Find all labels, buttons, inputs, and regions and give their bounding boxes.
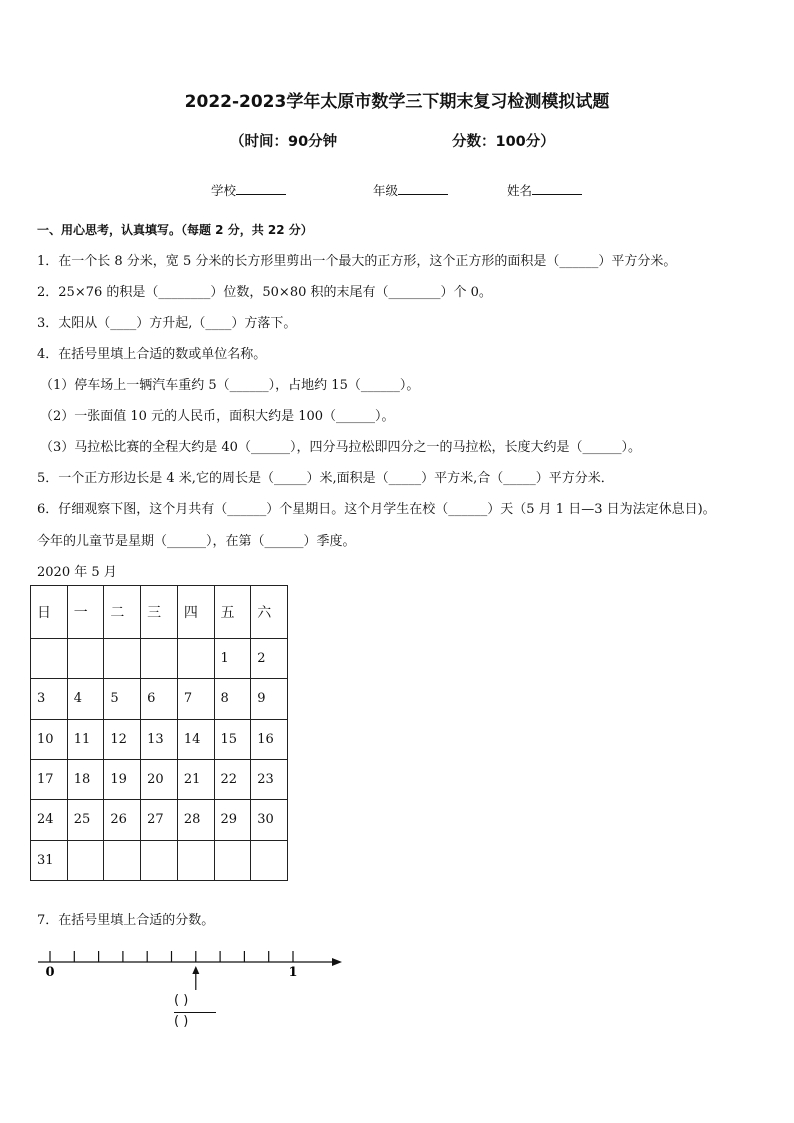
section-heading: 一、用心思考，认真填写。（每题 2 分，共 22 分） — [37, 223, 313, 237]
question-6-cont: 今年的儿童节是星期（______），在第（______）季度。 — [37, 534, 356, 549]
calendar-day-cell — [141, 638, 178, 678]
calendar-day-cell: 8 — [214, 679, 251, 719]
grade-field — [373, 181, 448, 199]
question-4-1: （1）停车场上一辆汽车重约 5（______），占地约 15（______）。 — [40, 378, 420, 393]
calendar-day-cell: 26 — [104, 800, 141, 840]
question-1: 1．在一个长 8 分米，宽 5 分米的长方形里剪出一个最大的正方形，这个正方形的面积是（______）平方分米。 — [37, 254, 677, 269]
calendar-day-cell: 7 — [177, 679, 214, 719]
fraction-denominator[interactable]: ( ) — [174, 1014, 189, 1029]
up-arrow-icon — [192, 966, 199, 974]
page-title: 2022-2023学年太原市数学三下期末复习检测模拟试题 — [184, 92, 610, 112]
calendar-day-cell: 10 — [31, 719, 68, 759]
question-6: 6．仔细观察下图，这个月共有（______）个星期日。这个月学生在校（______）天（5 月 1 日—3 日为法定休息日)。 — [37, 502, 716, 517]
fraction-numerator[interactable]: ( ) — [174, 993, 189, 1008]
weekday-header: 三 — [141, 586, 178, 639]
weekday-header: 一 — [67, 586, 104, 639]
calendar-week-row — [31, 719, 288, 759]
calendar-day-cell: 19 — [104, 759, 141, 799]
calendar-day-cell: 18 — [67, 759, 104, 799]
calendar-day-cell: 20 — [141, 759, 178, 799]
fraction-bar — [174, 1012, 216, 1013]
calendar-day-cell: 13 — [141, 719, 178, 759]
grade-blank[interactable] — [398, 182, 448, 195]
calendar-day-cell: 28 — [177, 800, 214, 840]
calendar-day-cell: 27 — [141, 800, 178, 840]
exam-time: （时间：90分钟 — [230, 134, 338, 150]
calendar-day-cell — [177, 638, 214, 678]
question-4-3: （3）马拉松比赛的全程大约是 40（______），四分马拉松即四分之一的马拉松，长度大约是（______）。 — [40, 440, 641, 455]
calendar-day-cell: 4 — [67, 679, 104, 719]
calendar-day-cell: 23 — [251, 759, 288, 799]
calendar-day-cell: 11 — [67, 719, 104, 759]
calendar-week-row — [31, 759, 288, 799]
calendar-table — [30, 585, 288, 881]
calendar-day-cell: 6 — [141, 679, 178, 719]
calendar-day-cell: 2 — [251, 638, 288, 678]
grade-label: 年级 — [373, 183, 399, 198]
weekday-header: 日 — [31, 586, 68, 639]
calendar-day-cell: 30 — [251, 800, 288, 840]
school-field — [211, 181, 286, 199]
name-label: 姓名 — [507, 183, 533, 198]
calendar-day-cell: 29 — [214, 800, 251, 840]
calendar-week-row — [31, 800, 288, 840]
calendar-day-cell: 21 — [177, 759, 214, 799]
question-7: 7．在括号里填上合适的分数。 — [37, 913, 215, 928]
calendar-day-cell — [214, 840, 251, 880]
tick-label-start: 0 — [45, 965, 55, 980]
exam-score: 分数：100分） — [452, 134, 555, 150]
number-line — [36, 938, 346, 1038]
calendar-day-cell: 16 — [251, 719, 288, 759]
calendar-day-cell: 22 — [214, 759, 251, 799]
weekday-header: 四 — [177, 586, 214, 639]
name-blank[interactable] — [532, 182, 582, 195]
calendar-day-cell: 12 — [104, 719, 141, 759]
calendar-day-cell: 14 — [177, 719, 214, 759]
calendar-day-cell: 9 — [251, 679, 288, 719]
calendar-week-row — [31, 679, 288, 719]
tick-label-end: 1 — [288, 965, 298, 980]
calendar-caption: 2020 年 5 月 — [37, 565, 117, 580]
calendar-day-cell — [67, 638, 104, 678]
question-4: 4．在括号里填上合适的数或单位名称。 — [37, 347, 267, 362]
calendar-day-cell — [251, 840, 288, 880]
calendar-day-cell: 1 — [214, 638, 251, 678]
calendar-day-cell: 24 — [31, 800, 68, 840]
calendar-day-cell: 5 — [104, 679, 141, 719]
calendar-day-cell — [104, 638, 141, 678]
calendar-day-cell: 15 — [214, 719, 251, 759]
calendar-week-row — [31, 638, 288, 678]
question-4-2: （2）一张面值 10 元的人民币，面积大约是 100（______）。 — [40, 409, 395, 424]
school-label: 学校 — [211, 183, 237, 198]
calendar-day-cell: 17 — [31, 759, 68, 799]
question-3: 3．太阳从（____）方升起,（____）方落下。 — [37, 316, 297, 331]
question-2: 2．25×76 的积是（________）位数，50×80 积的末尾有（________）个 0。 — [37, 285, 492, 300]
calendar-day-cell — [177, 840, 214, 880]
calendar-week-row — [31, 840, 288, 880]
name-field — [507, 181, 582, 199]
weekday-header: 二 — [104, 586, 141, 639]
calendar-day-cell — [67, 840, 104, 880]
weekday-header: 五 — [214, 586, 251, 639]
school-blank[interactable] — [236, 182, 286, 195]
calendar-day-cell: 25 — [67, 800, 104, 840]
calendar-day-cell — [141, 840, 178, 880]
calendar-day-cell: 31 — [31, 840, 68, 880]
calendar-day-cell — [104, 840, 141, 880]
question-5: 5．一个正方形边长是 4 米,它的周长是（_____）米,面积是（_____）平方米,合（_____）平方分米． — [37, 471, 614, 486]
calendar-day-cell — [31, 638, 68, 678]
calendar-day-cell: 3 — [31, 679, 68, 719]
weekday-header: 六 — [251, 586, 288, 639]
arrow-icon — [332, 958, 342, 966]
